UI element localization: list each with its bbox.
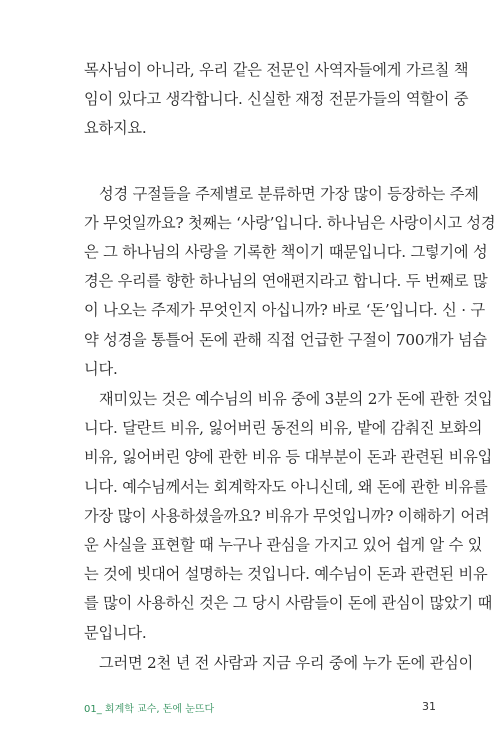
text-line: 약 성경을 통틀어 돈에 관해 직접 언급한 구절이 700개가 넘습 xyxy=(84,330,487,349)
text-line: 문입니다. xyxy=(84,623,147,642)
text-line: 비유, 잃어버린 양에 관한 비유 등 대부분이 돈과 관련된 비유입 xyxy=(84,448,493,467)
page-body xyxy=(84,56,496,678)
text-line: 경은 우리를 향한 하나님의 연애편지라고 합니다. 두 번째로 많 xyxy=(84,272,488,291)
text-line: 그러면 2천 년 전 사람과 지금 우리 중에 누가 돈에 관심이 xyxy=(99,653,474,672)
text-line: 재미있는 것은 예수님의 비유 중에 3분의 2가 돈에 관한 것입 xyxy=(99,390,493,409)
text-line: 는 것에 빗대어 설명하는 것입니다. 예수님이 돈과 관련된 비유 xyxy=(84,565,488,584)
paragraph-4 xyxy=(84,649,474,678)
text-line: 니다. 달란트 비유, 잃어버린 동전의 비유, 밭에 감춰진 보화의 xyxy=(84,419,483,438)
text-line: 가 무엇일까요? 첫째는 ‘사랑’입니다. 하나님은 사랑이시고 성경 xyxy=(84,213,496,232)
text-line: 운 사실을 표현할 때 누구나 관심을 가지고 있어 쉽게 알 수 있 xyxy=(84,536,483,555)
paragraph-3 xyxy=(84,385,493,648)
page-footer xyxy=(84,700,436,716)
text-line: 성경 구절들을 주제별로 분류하면 가장 많이 등장하는 주제 xyxy=(99,184,479,203)
text-line: 니다. xyxy=(84,359,118,378)
text-line: 이 나오는 주제가 무엇인지 아십니까? 바로 ‘돈’입니다. 신 · 구 xyxy=(84,301,485,320)
paragraph-2 xyxy=(84,180,496,384)
text-line: 임이 있다고 생각합니다. 신실한 재정 전문가들의 역할이 중 xyxy=(84,90,469,109)
text-line: 은 그 하나님의 사랑을 기록한 책이기 때문입니다. 그렇기에 성 xyxy=(84,243,488,262)
text-line: 목사님이 아니라, 우리 같은 전문인 사역자들에게 가르칠 책 xyxy=(84,61,469,79)
page-number: 31 xyxy=(422,700,436,713)
text-line: 를 많이 사용하신 것은 그 당시 사람들이 돈에 관심이 많았기 때 xyxy=(84,594,493,613)
text-line: 니다. 예수님께서는 회계학자도 아니신데, 왜 돈에 관한 비유를 xyxy=(84,477,488,496)
paragraph-1 xyxy=(84,56,469,144)
running-footer-chapter: 01_ 회계학 교수, 돈에 눈뜨다 xyxy=(84,704,215,715)
text-line: 요하지요. xyxy=(84,119,147,138)
text-line: 가장 많이 사용하셨을까요? 비유가 무엇입니까? 이해하기 어려 xyxy=(84,506,490,525)
